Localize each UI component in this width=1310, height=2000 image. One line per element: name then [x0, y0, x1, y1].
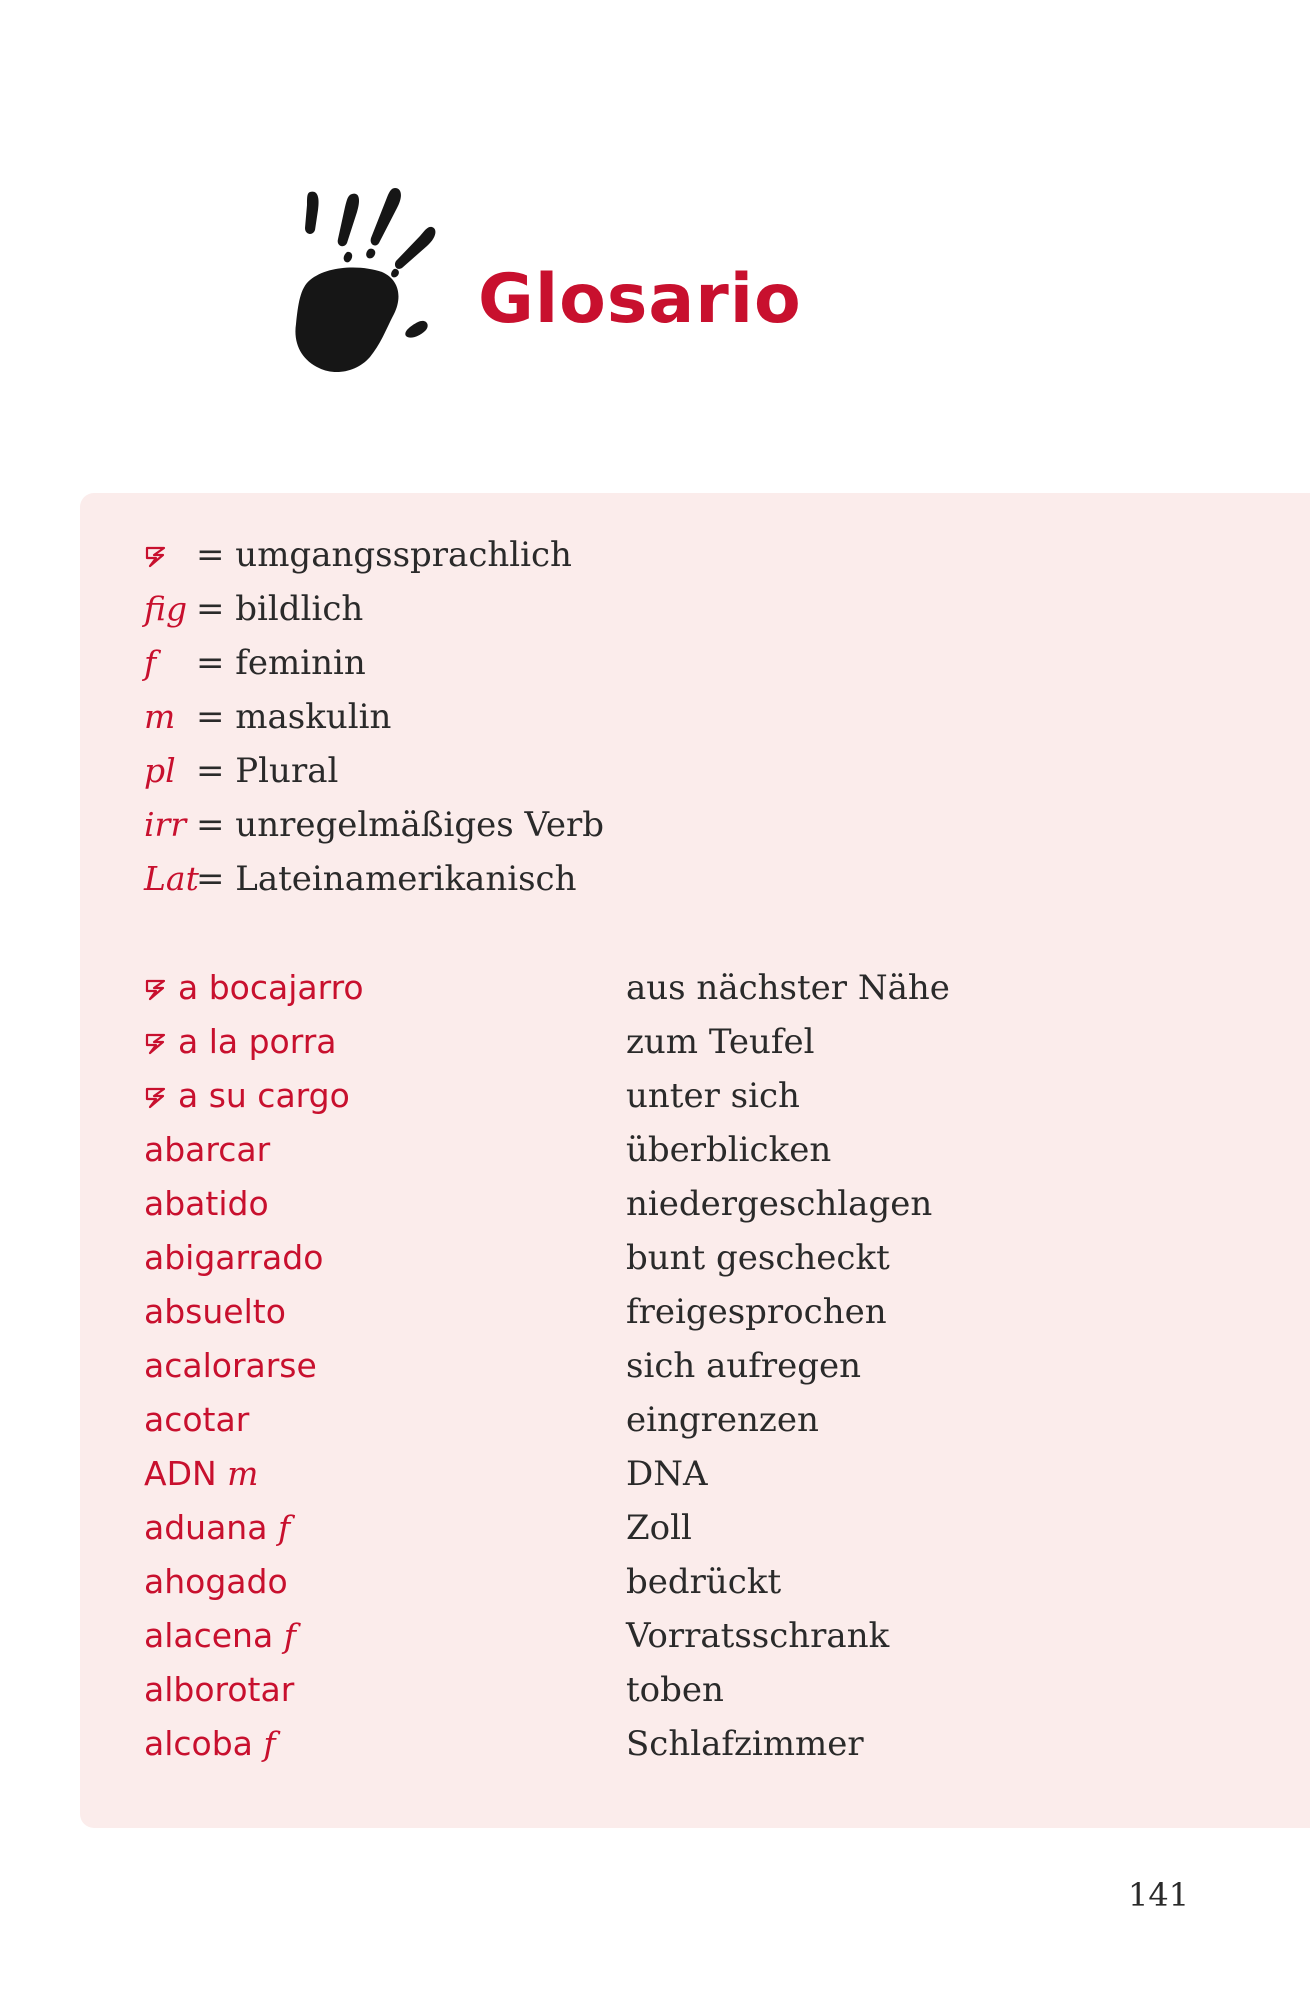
legend-meaning: = unregelmäßiges Verb [196, 805, 605, 845]
legend-abbreviation: irr [144, 805, 187, 844]
legend-abbreviation [144, 535, 198, 575]
german-translation: aus nächster Nähe [626, 968, 950, 1008]
term-text: alborotar [144, 1670, 295, 1709]
term-text: a la porra [178, 1022, 337, 1061]
german-translation: sich aufregen [626, 1346, 861, 1386]
page-header [290, 180, 810, 390]
spanish-term [144, 1454, 258, 1494]
legend-abbreviation: f [144, 643, 157, 682]
term-text: ADN [144, 1454, 217, 1493]
gender-marker: m [227, 1454, 259, 1493]
glossary-row [144, 1076, 1044, 1116]
glossary-row [144, 1670, 1044, 1710]
spanish-term [144, 1616, 296, 1656]
term-text: abigarrado [144, 1238, 324, 1277]
legend-abbreviation: pl [144, 751, 176, 790]
german-translation: bunt gescheckt [626, 1238, 890, 1278]
legend-abbreviation: m [144, 697, 176, 736]
term-text: abatido [144, 1184, 269, 1223]
legend-meaning: = Lateinamerikanisch [196, 859, 577, 899]
glossary-row [144, 1346, 1044, 1386]
glossary-row [144, 1292, 1044, 1332]
page-number: 141 [1128, 1876, 1190, 1914]
legend-meaning: = maskulin [196, 697, 392, 737]
german-translation: überblicken [626, 1130, 832, 1170]
glossary-row [144, 1454, 1044, 1494]
glossary-row [144, 1616, 1044, 1656]
german-translation: DNA [626, 1454, 708, 1494]
term-text: ahogado [144, 1562, 288, 1601]
legend-meaning: = feminin [196, 643, 366, 683]
term-text: alacena [144, 1616, 274, 1655]
colloquial-bolt-icon [144, 1085, 168, 1109]
term-text: a bocajarro [178, 968, 364, 1007]
german-translation: zum Teufel [626, 1022, 815, 1062]
german-translation: bedrückt [626, 1562, 782, 1602]
gender-marker: f [263, 1724, 276, 1763]
spanish-term [144, 1130, 270, 1170]
spanish-term [144, 1022, 337, 1062]
spanish-term [144, 1400, 249, 1440]
spanish-term [144, 1238, 323, 1278]
term-text: aduana [144, 1508, 268, 1547]
colloquial-bolt-icon [144, 1031, 168, 1055]
spanish-term [144, 1346, 317, 1386]
glossary-row [144, 1238, 1044, 1278]
spanish-term [144, 1508, 290, 1548]
legend-meaning: = bildlich [196, 589, 364, 629]
glossary-row [144, 1508, 1044, 1548]
glossary-row [144, 1022, 1044, 1062]
term-text: abarcar [144, 1130, 271, 1169]
term-text: alcoba [144, 1724, 253, 1763]
german-translation: Schlafzimmer [626, 1724, 864, 1764]
spanish-term [144, 1292, 286, 1332]
glossary-row [144, 1400, 1044, 1440]
handprint-icon [290, 180, 490, 390]
colloquial-bolt-icon [144, 544, 168, 568]
term-text: acalorarse [144, 1346, 317, 1385]
german-translation: toben [626, 1670, 724, 1710]
german-translation: Zoll [626, 1508, 692, 1548]
legend-meaning: = umgangssprachlich [196, 535, 572, 575]
german-translation: Vorratsschrank [626, 1616, 890, 1656]
spanish-term [144, 968, 364, 1008]
glossary-row [144, 968, 1044, 1008]
spanish-term [144, 1724, 276, 1764]
german-translation: freigesprochen [626, 1292, 887, 1332]
term-text: acotar [144, 1400, 250, 1439]
spanish-term [144, 1184, 269, 1224]
gender-marker: f [277, 1508, 291, 1547]
german-translation: niedergeschlagen [626, 1184, 933, 1224]
term-text: absuelto [144, 1292, 286, 1331]
colloquial-bolt-icon [144, 977, 168, 1001]
glossary-row [144, 1130, 1044, 1170]
term-text: a su cargo [178, 1076, 350, 1115]
glossary-row [144, 1562, 1044, 1602]
spanish-term [144, 1562, 288, 1602]
german-translation: eingrenzen [626, 1400, 819, 1440]
gender-marker: f [283, 1616, 296, 1655]
glossary-row [144, 1724, 1044, 1764]
legend-meaning: = Plural [196, 751, 339, 791]
glossary-row [144, 1184, 1044, 1224]
legend-abbreviation: fig [144, 589, 188, 628]
page-title: Glosario [478, 260, 802, 339]
legend-abbreviation: Lat [144, 859, 199, 898]
spanish-term [144, 1076, 350, 1116]
german-translation: unter sich [626, 1076, 800, 1116]
spanish-term [144, 1670, 294, 1710]
